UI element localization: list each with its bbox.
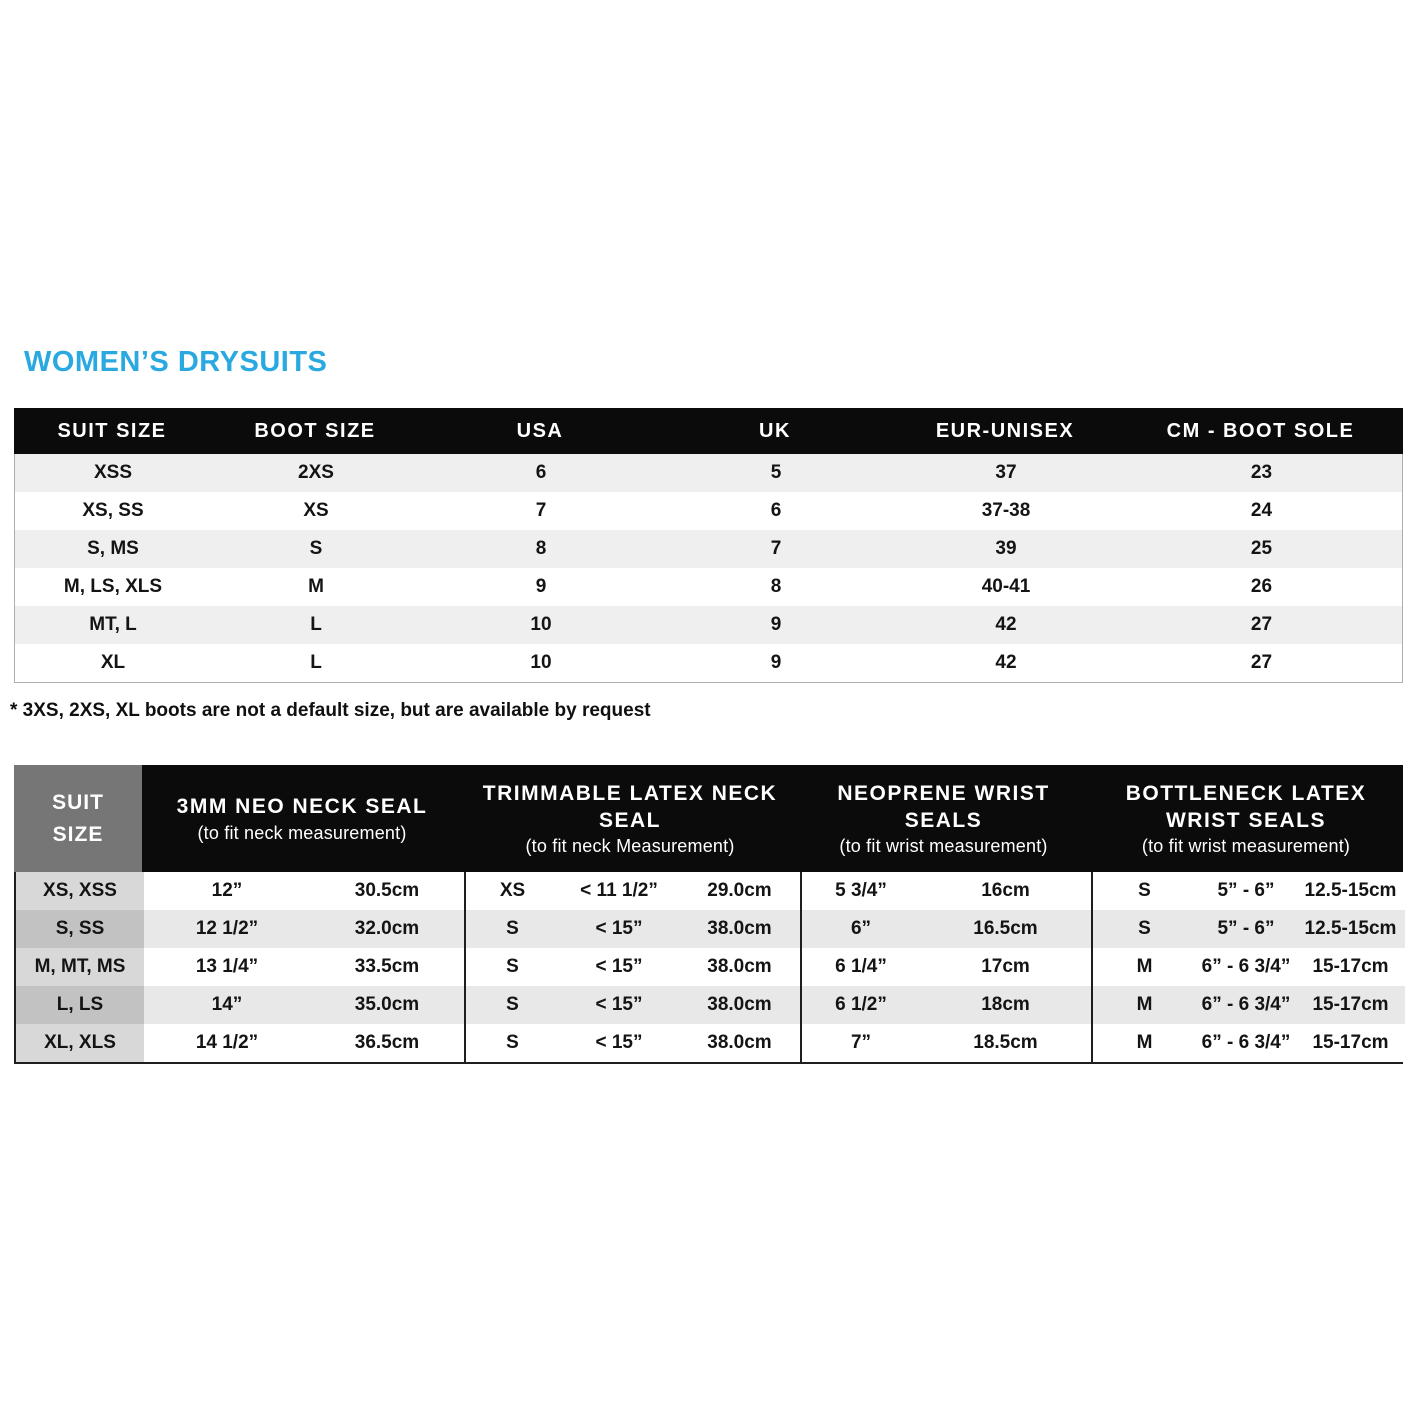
table-cell: 18cm (920, 986, 1091, 1024)
table-cell: M (1091, 986, 1196, 1024)
table-row (15, 606, 1402, 644)
column-header-uk: UK (759, 419, 791, 442)
table-cell: XSS (93, 462, 133, 483)
table-cell: 12” (144, 872, 310, 910)
table-cell: S (309, 538, 323, 559)
table-cell: 37 (995, 462, 1017, 483)
group-subtitle: (to fit neck measurement) (197, 822, 407, 843)
table-cell: 42 (995, 614, 1017, 635)
table-cell: 39 (995, 538, 1017, 559)
table-cell: 30.5cm (310, 872, 464, 910)
table-cell: 5 (770, 462, 782, 483)
table-cell: 8 (770, 576, 782, 597)
group-subtitle: (to fit neck Measurement) (525, 836, 735, 857)
table-cell: 18.5cm (920, 1024, 1091, 1062)
table-cell: 15-17cm (1296, 1024, 1405, 1062)
suit-size-cell: M, MT, MS (16, 948, 144, 986)
table-cell: 9 (535, 576, 547, 597)
boot-size-table (14, 408, 1403, 683)
table-row (16, 910, 1401, 948)
table-row (15, 530, 1402, 568)
table-cell: < 15” (559, 948, 679, 986)
table-cell: 7 (535, 500, 547, 521)
group-header-3mm-neo-neck-seal (142, 765, 462, 872)
table-cell: S (464, 986, 559, 1024)
table-cell: 35.0cm (310, 986, 464, 1024)
group-header-bottleneck-latex-wrist-seals (1089, 765, 1403, 872)
suit-size-cell: S, SS (16, 910, 144, 948)
table-cell: S (464, 910, 559, 948)
table-cell: 14 1/2” (144, 1024, 310, 1062)
boot-table-header-row (14, 408, 1403, 454)
table-cell: 42 (995, 652, 1017, 673)
table-cell: 9 (770, 614, 782, 635)
suit-size-cell: XL, XLS (16, 1024, 144, 1062)
table-cell: 6 (535, 462, 547, 483)
table-cell: 23 (1250, 462, 1273, 483)
table-cell: XL (100, 652, 126, 673)
table-cell: 6” (800, 910, 920, 948)
group-header-neoprene-wrist-seals (798, 765, 1089, 872)
table-cell: 32.0cm (310, 910, 464, 948)
column-header-cm-boot-sole: CM - BOOT SOLE (1166, 419, 1355, 442)
table-cell: 5” - 6” (1196, 910, 1296, 948)
group-title: 3MM NEO NECK SEAL (176, 795, 428, 819)
table-cell: 26 (1250, 576, 1273, 597)
table-row (16, 872, 1401, 910)
suit-size-cell: L, LS (16, 986, 144, 1024)
table-cell: S (464, 1024, 559, 1062)
table-cell: S, MS (87, 538, 139, 559)
table-cell: 37-38 (981, 500, 1031, 521)
table-cell: 17cm (920, 948, 1091, 986)
table-cell: 29.0cm (679, 872, 800, 910)
table-cell: < 15” (559, 910, 679, 948)
table-cell: 15-17cm (1296, 986, 1405, 1024)
table-cell: 27 (1250, 652, 1273, 673)
table-row (15, 644, 1402, 682)
table-cell: 2XS (298, 462, 334, 483)
table-cell: 13 1/4” (144, 948, 310, 986)
table-cell: M, LS, XLS (63, 576, 163, 597)
column-header-eur-unisex: EUR-UNISEX (935, 419, 1075, 442)
table-cell: < 11 1/2” (559, 872, 679, 910)
table-cell: S (1091, 872, 1196, 910)
table-cell: XS (303, 500, 329, 521)
group-header-trimmable-latex-neck-seal (462, 765, 798, 872)
table-cell: < 15” (559, 1024, 679, 1062)
table-cell: 40-41 (981, 576, 1031, 597)
table-cell: 12 1/2” (144, 910, 310, 948)
table-row (16, 986, 1401, 1024)
table-cell: 14” (144, 986, 310, 1024)
table-cell: L (310, 614, 322, 635)
table-row (15, 568, 1402, 606)
page-title: WOMEN’S DRYSUITS (24, 346, 328, 378)
table-cell: 16.5cm (920, 910, 1091, 948)
table-cell: 12.5-15cm (1296, 872, 1405, 910)
table-cell: 6” - 6 3/4” (1196, 948, 1296, 986)
table-cell: 6 (770, 500, 782, 521)
table-cell: M (308, 576, 324, 597)
table-row (15, 454, 1402, 492)
corner-header-line: SIZE (52, 822, 104, 846)
corner-header-line: SUIT (52, 791, 104, 814)
table-cell: M (1091, 1024, 1196, 1062)
column-header-boot-size: BOOT SIZE (254, 419, 376, 442)
table-cell: 10 (530, 614, 552, 635)
table-cell: 33.5cm (310, 948, 464, 986)
table-cell: 6 1/4” (800, 948, 920, 986)
table-cell: 38.0cm (679, 1024, 800, 1062)
table-cell: S (464, 948, 559, 986)
table-cell: 6 1/2” (800, 986, 920, 1024)
table-cell: 15-17cm (1296, 948, 1405, 986)
table-cell: XS (464, 872, 559, 910)
table-cell: 38.0cm (679, 948, 800, 986)
group-subtitle: (to fit wrist measurement) (1141, 836, 1351, 857)
corner-header-suit-size (14, 765, 142, 872)
table-row (15, 492, 1402, 530)
table-cell: 12.5-15cm (1296, 910, 1405, 948)
table-cell: 38.0cm (679, 986, 800, 1024)
table-row (16, 948, 1401, 986)
table-cell: MT, L (89, 614, 137, 635)
column-header-usa: USA (516, 419, 564, 442)
table-cell: 6” - 6 3/4” (1196, 1024, 1296, 1062)
group-title: NEOPRENE WRIST SEALS (837, 781, 1050, 832)
group-subtitle: (to fit wrist measurement) (839, 836, 1048, 857)
footnote: * 3XS, 2XS, XL boots are not a default size, but are available by request (10, 700, 651, 721)
table-cell: L (310, 652, 322, 673)
table-cell: 8 (535, 538, 547, 559)
table-cell: 27 (1250, 614, 1273, 635)
table-cell: 25 (1250, 538, 1273, 559)
table-cell: 7” (800, 1024, 920, 1062)
table-cell: M (1091, 948, 1196, 986)
table-cell: 16cm (920, 872, 1091, 910)
table-row (16, 1024, 1401, 1062)
table-cell: 5 3/4” (800, 872, 920, 910)
table-cell: < 15” (559, 986, 679, 1024)
table-cell: 5” - 6” (1196, 872, 1296, 910)
table-cell: 10 (530, 652, 552, 673)
seal-spec-table (14, 765, 1403, 1064)
group-title: BOTTLENECK LATEX WRIST SEALS (1125, 781, 1367, 832)
seal-table-header-row (14, 765, 1403, 872)
table-cell: 6” - 6 3/4” (1196, 986, 1296, 1024)
table-cell: 24 (1250, 500, 1273, 521)
group-title: TRIMMABLE LATEX NECK SEAL (482, 781, 778, 832)
suit-size-cell: XS, XSS (16, 872, 144, 910)
table-cell: 9 (770, 652, 782, 673)
table-cell: 36.5cm (310, 1024, 464, 1062)
table-cell: XS, SS (82, 500, 144, 521)
table-cell: S (1091, 910, 1196, 948)
table-cell: 38.0cm (679, 910, 800, 948)
table-cell: 7 (770, 538, 782, 559)
column-header-suit-size: SUIT SIZE (57, 419, 167, 442)
